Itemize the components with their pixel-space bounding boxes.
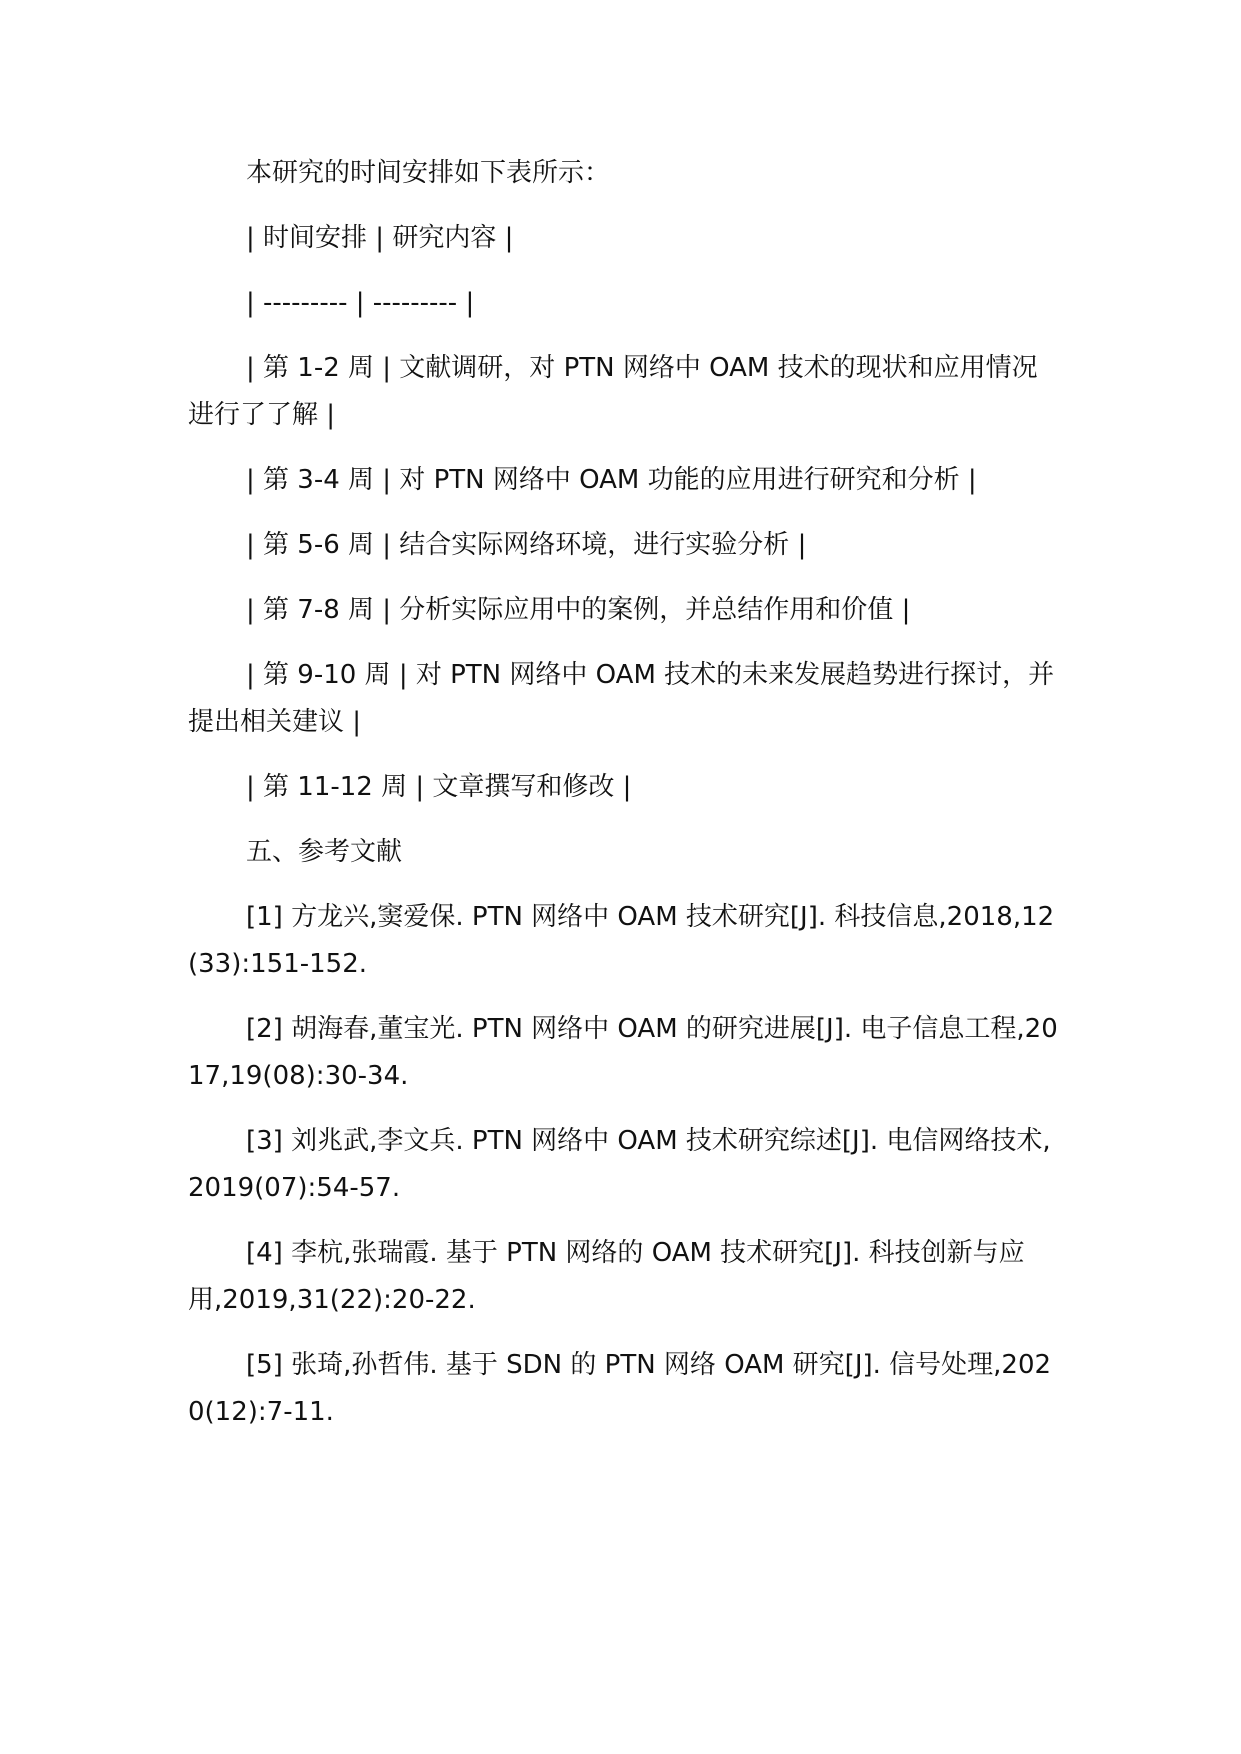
reference-item: [4] 李杭,张瑞霞. 基于 PTN 网络的 OAM 技术研究[J]. 科技创新与应用,2019,31(22):20-22. [188,1238,1025,1315]
schedule-intro: 本研究的时间安排如下表所示： [246,158,611,188]
schedule-row: | 第 1-2 周 | 文献调研，对 PTN 网络中 OAM 技术的现状和应用情况进行了了解 | [188,353,1038,430]
schedule-row: | 第 3-4 周 | 对 PTN 网络中 OAM 功能的应用进行研究和分析 | [246,465,977,495]
reference-item: [5] 张琦,孙哲伟. 基于 SDN 的 PTN 网络 OAM 研究[J]. 信号处理,2020(12):7-11. [188,1350,1052,1427]
reference-item: [1] 方龙兴,窦爱保. PTN 网络中 OAM 技术研究[J]. 科技信息,2018,12(33):151-152. [188,902,1055,979]
reference-item: [3] 刘兆武,李文兵. PTN 网络中 OAM 技术研究综述[J]. 电信网络技术,2019(07):54-57. [188,1126,1051,1203]
schedule-row: | 第 9-10 周 | 对 PTN 网络中 OAM 技术的未来发展趋势进行探讨，并提出相关建议 | [188,660,1055,737]
references-heading: 五、参考文献 [246,837,403,867]
reference-item: [2] 胡海春,董宝光. PTN 网络中 OAM 的研究进展[J]. 电子信息工程,2017,19(08):30-34. [188,1014,1058,1091]
schedule-row: | 第 5-6 周 | 结合实际网络环境，进行实验分析 | [246,530,807,560]
schedule-table-header: | 时间安排 | 研究内容 | [246,223,514,253]
schedule-row: | 第 11-12 周 | 文章撰写和修改 | [246,772,632,802]
schedule-row: | 第 7-8 周 | 分析实际应用中的案例，并总结作用和价值 | [246,595,911,625]
schedule-table-separator: | --------- | --------- | [246,288,475,318]
document-body [188,150,1058,1454]
